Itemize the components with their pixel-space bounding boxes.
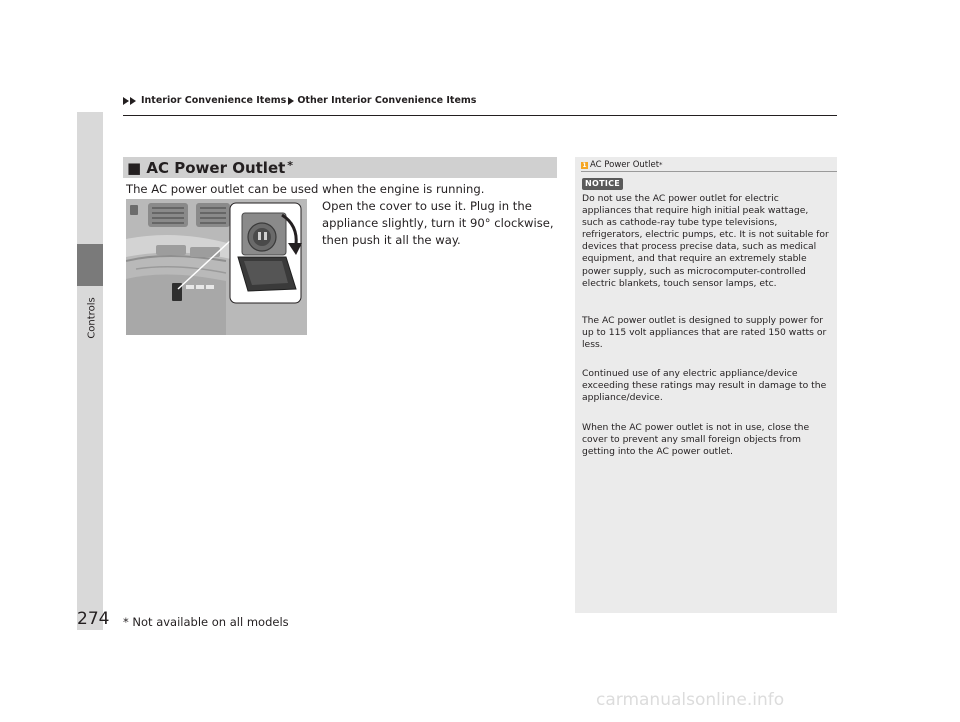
note-paragraph: When the AC power outlet is not in use, close the cover to prevent any small foreign objects from getting into the AC power outlet.: [582, 422, 810, 458]
section-title: ■ AC Power Outlet *: [127, 158, 294, 177]
chapter-side-tab-marker[interactable]: [77, 244, 103, 286]
breadcrumb-arrow-icon: [123, 97, 129, 105]
note-rule: [581, 171, 837, 172]
note-header: [581, 160, 663, 170]
note-paragraph: Continued use of any electric appliance/device exceeding these ratings may result in damage to the appliance/device.: [582, 368, 827, 404]
breadcrumb-item-other-interior[interactable]: Other Interior Convenience Items: [297, 95, 477, 106]
availability-asterisk: *: [287, 158, 294, 172]
footnote: * Not available on all models: [123, 615, 289, 629]
section-header: [123, 157, 557, 178]
watermark: carmanualsonline.info: [596, 690, 785, 710]
intro-text: The AC power outlet can be used when the engine is running.: [126, 182, 485, 196]
breadcrumb: [123, 95, 476, 106]
instructions-text: Open the cover to use it. Plug in the appliance slightly, turn it 90° clockwise, then push it all the way.: [322, 199, 554, 247]
chapter-side-tab: [77, 112, 103, 630]
ac-outlet-illustration: [126, 199, 307, 335]
breadcrumb-arrow-icon: [130, 97, 136, 105]
note-header-title: AC Power Outlet: [590, 160, 660, 170]
note-reference-icon: 1: [582, 161, 587, 169]
page-number: 274: [77, 609, 110, 629]
note-header-asterisk: *: [659, 161, 663, 169]
breadcrumb-item-interior-convenience[interactable]: Interior Convenience Items: [141, 95, 287, 106]
section-title-marker: ■: [127, 158, 142, 177]
note-paragraph: The AC power outlet is designed to supply power for up to 115 volt appliances that are rated 150 watts or less.: [582, 315, 827, 351]
chapter-label: Controls: [86, 297, 98, 339]
breadcrumb-arrow-icon: [288, 97, 294, 105]
header-rule: [123, 115, 837, 116]
note-paragraph: Do not use the AC power outlet for electric appliances that require high initial peak wattage, such as cathode-ray tube type televisions, refrigerators, electric pumps, etc. It is not suitable for devices that process precise data, such as medical equipment, and that require an extremely stable power supply, such as microcomputer-controlled electric blankets, touch sensor lamps, etc.: [582, 193, 829, 289]
notice-badge: NOTICE: [582, 178, 623, 190]
